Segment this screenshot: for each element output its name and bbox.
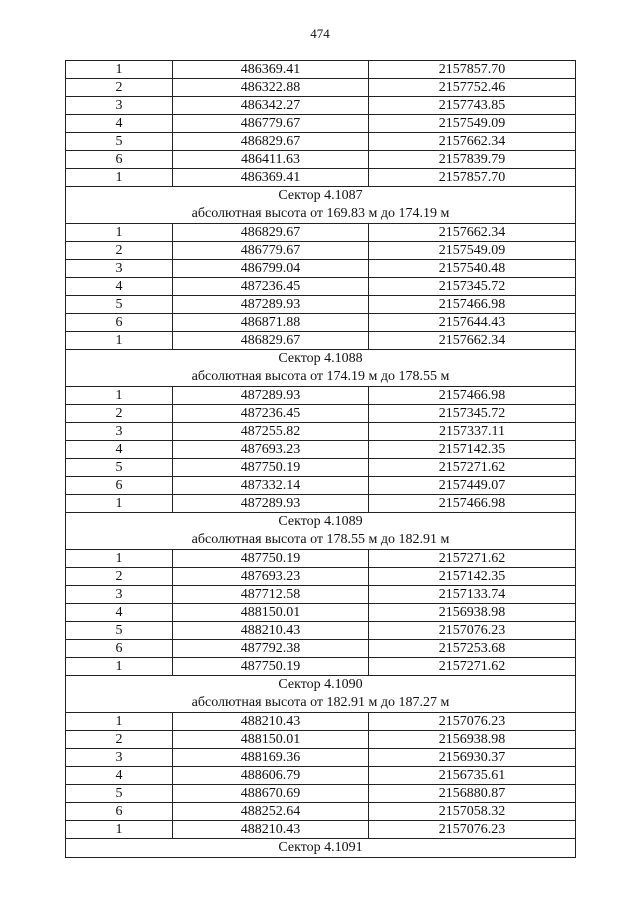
table-row bbox=[66, 242, 576, 260]
y-coordinate-cell: 2157549.09 bbox=[369, 115, 576, 133]
sector-header-row bbox=[66, 676, 576, 713]
point-number-cell: 1 bbox=[66, 658, 173, 676]
x-coordinate-cell: 487693.23 bbox=[173, 441, 369, 459]
x-coordinate-cell: 487236.45 bbox=[173, 278, 369, 296]
x-coordinate-cell: 487712.58 bbox=[173, 586, 369, 604]
table-row bbox=[66, 785, 576, 803]
table-row bbox=[66, 115, 576, 133]
x-coordinate-cell: 487289.93 bbox=[173, 296, 369, 314]
table-row bbox=[66, 260, 576, 278]
point-number-cell: 3 bbox=[66, 423, 173, 441]
point-number-cell: 3 bbox=[66, 586, 173, 604]
point-number-cell: 4 bbox=[66, 115, 173, 133]
x-coordinate-cell: 487750.19 bbox=[173, 550, 369, 568]
point-number-cell: 1 bbox=[66, 169, 173, 187]
y-coordinate-cell: 2156938.98 bbox=[369, 731, 576, 749]
y-coordinate-cell: 2157662.34 bbox=[369, 133, 576, 151]
table-row bbox=[66, 821, 576, 839]
point-number-cell: 3 bbox=[66, 260, 173, 278]
y-coordinate-cell: 2157857.70 bbox=[369, 169, 576, 187]
y-coordinate-cell: 2157466.98 bbox=[369, 296, 576, 314]
y-coordinate-cell: 2157076.23 bbox=[369, 622, 576, 640]
point-number-cell: 1 bbox=[66, 332, 173, 350]
table-row bbox=[66, 133, 576, 151]
table-row bbox=[66, 658, 576, 676]
table-row bbox=[66, 169, 576, 187]
table-row bbox=[66, 713, 576, 731]
point-number-cell: 6 bbox=[66, 640, 173, 658]
point-number-cell: 4 bbox=[66, 604, 173, 622]
sector-altitude: абсолютная высота от 169.83 м до 174.19 м bbox=[191, 206, 450, 221]
sector-title: Сектор 4.1091 bbox=[278, 840, 363, 855]
point-number-cell: 6 bbox=[66, 803, 173, 821]
point-number-cell: 1 bbox=[66, 821, 173, 839]
table-row bbox=[66, 97, 576, 115]
table-row bbox=[66, 731, 576, 749]
table-row bbox=[66, 767, 576, 785]
x-coordinate-cell: 488150.01 bbox=[173, 731, 369, 749]
sector-header-row bbox=[66, 350, 576, 387]
sector-header bbox=[66, 513, 576, 550]
point-number-cell: 3 bbox=[66, 97, 173, 115]
y-coordinate-cell: 2157449.07 bbox=[369, 477, 576, 495]
x-coordinate-cell: 488150.01 bbox=[173, 604, 369, 622]
table-row bbox=[66, 568, 576, 586]
y-coordinate-cell: 2157662.34 bbox=[369, 224, 576, 242]
x-coordinate-cell: 486369.41 bbox=[173, 169, 369, 187]
point-number-cell: 5 bbox=[66, 296, 173, 314]
point-number-cell: 2 bbox=[66, 79, 173, 97]
table-row bbox=[66, 604, 576, 622]
y-coordinate-cell: 2157839.79 bbox=[369, 151, 576, 169]
sector-header bbox=[66, 187, 576, 224]
x-coordinate-cell: 488210.43 bbox=[173, 821, 369, 839]
sector-title: Сектор 4.1088 bbox=[278, 351, 363, 366]
y-coordinate-cell: 2157345.72 bbox=[369, 278, 576, 296]
y-coordinate-cell: 2157142.35 bbox=[369, 441, 576, 459]
x-coordinate-cell: 488169.36 bbox=[173, 749, 369, 767]
page-number: 474 bbox=[310, 26, 330, 41]
y-coordinate-cell: 2157345.72 bbox=[369, 405, 576, 423]
x-coordinate-cell: 487332.14 bbox=[173, 477, 369, 495]
coordinates-table bbox=[65, 60, 576, 858]
table-row bbox=[66, 459, 576, 477]
sector-header-row bbox=[66, 839, 576, 858]
x-coordinate-cell: 486799.04 bbox=[173, 260, 369, 278]
sector-title: Сектор 4.1090 bbox=[278, 677, 363, 692]
y-coordinate-cell: 2157857.70 bbox=[369, 61, 576, 79]
x-coordinate-cell: 486411.63 bbox=[173, 151, 369, 169]
sector-title: Сектор 4.1087 bbox=[278, 188, 363, 203]
point-number-cell: 4 bbox=[66, 278, 173, 296]
sector-header bbox=[66, 839, 576, 858]
x-coordinate-cell: 487792.38 bbox=[173, 640, 369, 658]
sector-header-row bbox=[66, 187, 576, 224]
point-number-cell: 6 bbox=[66, 477, 173, 495]
table-row bbox=[66, 550, 576, 568]
y-coordinate-cell: 2157337.11 bbox=[369, 423, 576, 441]
point-number-cell: 2 bbox=[66, 568, 173, 586]
table-row bbox=[66, 224, 576, 242]
table-row bbox=[66, 803, 576, 821]
x-coordinate-cell: 486829.67 bbox=[173, 133, 369, 151]
point-number-cell: 3 bbox=[66, 749, 173, 767]
x-coordinate-cell: 487693.23 bbox=[173, 568, 369, 586]
point-number-cell: 1 bbox=[66, 224, 173, 242]
x-coordinate-cell: 487255.82 bbox=[173, 423, 369, 441]
point-number-cell: 2 bbox=[66, 731, 173, 749]
table-row bbox=[66, 477, 576, 495]
x-coordinate-cell: 487750.19 bbox=[173, 459, 369, 477]
point-number-cell: 1 bbox=[66, 550, 173, 568]
y-coordinate-cell: 2157466.98 bbox=[369, 387, 576, 405]
point-number-cell: 6 bbox=[66, 151, 173, 169]
table-row bbox=[66, 749, 576, 767]
table-row bbox=[66, 332, 576, 350]
y-coordinate-cell: 2156735.61 bbox=[369, 767, 576, 785]
sector-altitude: абсолютная высота от 182.91 м до 187.27 м bbox=[191, 695, 450, 710]
point-number-cell: 2 bbox=[66, 242, 173, 260]
point-number-cell: 4 bbox=[66, 767, 173, 785]
x-coordinate-cell: 488210.43 bbox=[173, 713, 369, 731]
table-row bbox=[66, 441, 576, 459]
table-row bbox=[66, 79, 576, 97]
point-number-cell: 4 bbox=[66, 441, 173, 459]
y-coordinate-cell: 2157549.09 bbox=[369, 242, 576, 260]
coordinates-table-body bbox=[66, 61, 576, 858]
table-row bbox=[66, 622, 576, 640]
y-coordinate-cell: 2157076.23 bbox=[369, 713, 576, 731]
x-coordinate-cell: 486871.88 bbox=[173, 314, 369, 332]
x-coordinate-cell: 486829.67 bbox=[173, 332, 369, 350]
point-number-cell: 1 bbox=[66, 495, 173, 513]
x-coordinate-cell: 486369.41 bbox=[173, 61, 369, 79]
y-coordinate-cell: 2157644.43 bbox=[369, 314, 576, 332]
point-number-cell: 6 bbox=[66, 314, 173, 332]
table-row bbox=[66, 640, 576, 658]
x-coordinate-cell: 488252.64 bbox=[173, 803, 369, 821]
y-coordinate-cell: 2157271.62 bbox=[369, 459, 576, 477]
y-coordinate-cell: 2157076.23 bbox=[369, 821, 576, 839]
point-number-cell: 5 bbox=[66, 133, 173, 151]
y-coordinate-cell: 2157466.98 bbox=[369, 495, 576, 513]
y-coordinate-cell: 2157133.74 bbox=[369, 586, 576, 604]
x-coordinate-cell: 486322.88 bbox=[173, 79, 369, 97]
y-coordinate-cell: 2156938.98 bbox=[369, 604, 576, 622]
y-coordinate-cell: 2157743.85 bbox=[369, 97, 576, 115]
point-number-cell: 1 bbox=[66, 61, 173, 79]
x-coordinate-cell: 488210.43 bbox=[173, 622, 369, 640]
y-coordinate-cell: 2157540.48 bbox=[369, 260, 576, 278]
sector-header bbox=[66, 350, 576, 387]
table-row bbox=[66, 278, 576, 296]
table-row bbox=[66, 61, 576, 79]
table-row bbox=[66, 423, 576, 441]
point-number-cell: 1 bbox=[66, 387, 173, 405]
sector-altitude: абсолютная высота от 178.55 м до 182.91 м bbox=[191, 532, 450, 547]
x-coordinate-cell: 486342.27 bbox=[173, 97, 369, 115]
point-number-cell: 2 bbox=[66, 405, 173, 423]
x-coordinate-cell: 487289.93 bbox=[173, 495, 369, 513]
y-coordinate-cell: 2157271.62 bbox=[369, 550, 576, 568]
point-number-cell: 5 bbox=[66, 459, 173, 477]
table-row bbox=[66, 314, 576, 332]
y-coordinate-cell: 2157253.68 bbox=[369, 640, 576, 658]
x-coordinate-cell: 486779.67 bbox=[173, 115, 369, 133]
x-coordinate-cell: 488606.79 bbox=[173, 767, 369, 785]
y-coordinate-cell: 2157058.32 bbox=[369, 803, 576, 821]
sector-altitude: абсолютная высота от 174.19 м до 178.55 м bbox=[191, 369, 450, 384]
y-coordinate-cell: 2157752.46 bbox=[369, 79, 576, 97]
y-coordinate-cell: 2156880.87 bbox=[369, 785, 576, 803]
sector-header-row bbox=[66, 513, 576, 550]
x-coordinate-cell: 486779.67 bbox=[173, 242, 369, 260]
y-coordinate-cell: 2157662.34 bbox=[369, 332, 576, 350]
y-coordinate-cell: 2157142.35 bbox=[369, 568, 576, 586]
table-row bbox=[66, 151, 576, 169]
table-row bbox=[66, 405, 576, 423]
sector-header bbox=[66, 676, 576, 713]
y-coordinate-cell: 2156930.37 bbox=[369, 749, 576, 767]
x-coordinate-cell: 487289.93 bbox=[173, 387, 369, 405]
x-coordinate-cell: 487750.19 bbox=[173, 658, 369, 676]
table-row bbox=[66, 495, 576, 513]
table-row bbox=[66, 296, 576, 314]
point-number-cell: 1 bbox=[66, 713, 173, 731]
sector-title: Сектор 4.1089 bbox=[278, 514, 363, 529]
x-coordinate-cell: 488670.69 bbox=[173, 785, 369, 803]
y-coordinate-cell: 2157271.62 bbox=[369, 658, 576, 676]
x-coordinate-cell: 487236.45 bbox=[173, 405, 369, 423]
table-row bbox=[66, 586, 576, 604]
table-row bbox=[66, 387, 576, 405]
point-number-cell: 5 bbox=[66, 785, 173, 803]
x-coordinate-cell: 486829.67 bbox=[173, 224, 369, 242]
point-number-cell: 5 bbox=[66, 622, 173, 640]
